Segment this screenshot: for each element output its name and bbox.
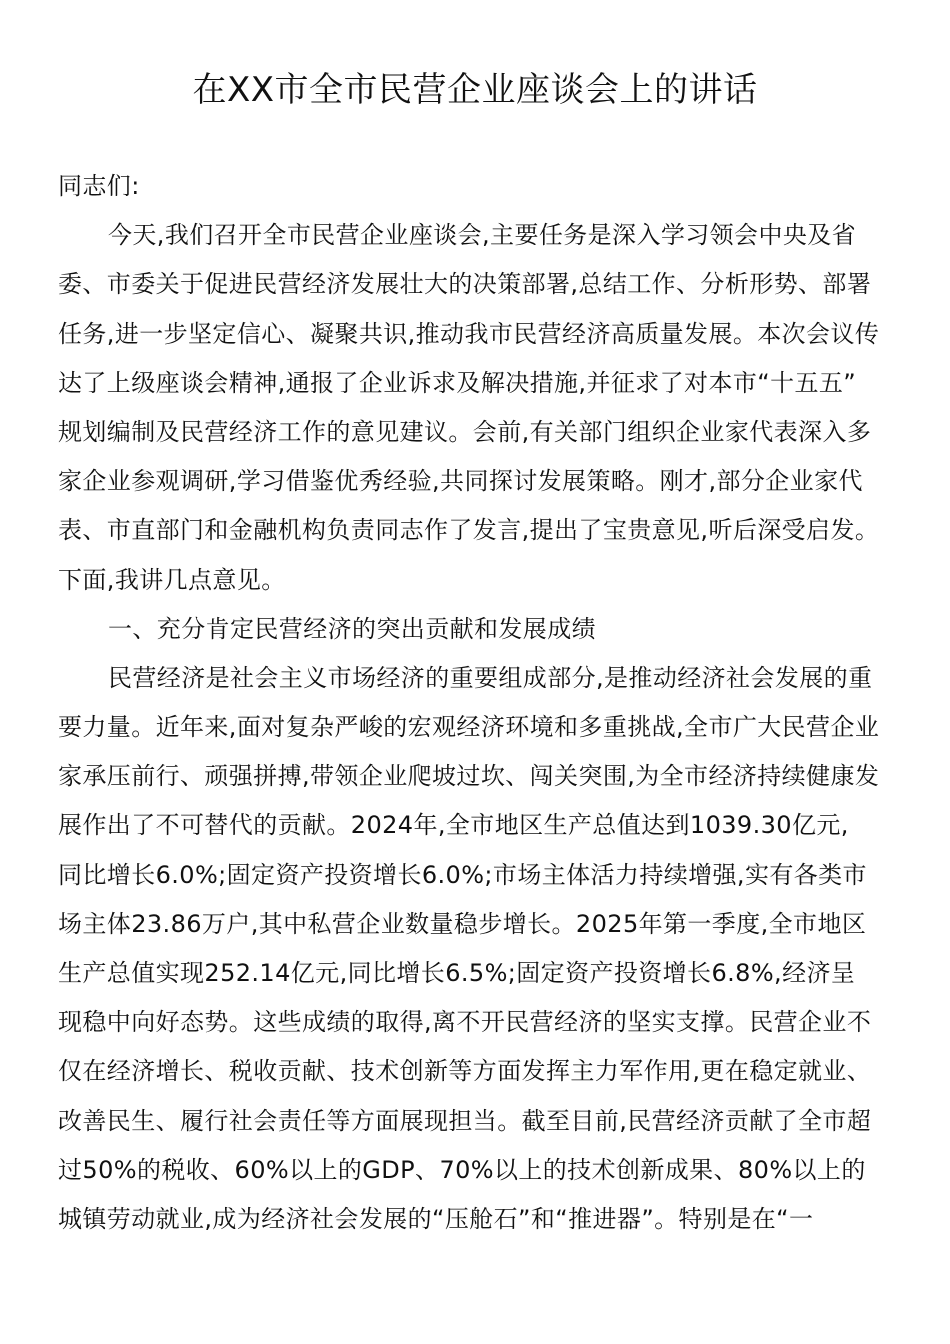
paragraph-line: 现稳中向好态势。这些成绩的取得,离不开民营经济的坚实支撑。民营企业不	[58, 1008, 872, 1037]
paragraph-line: 下面,我讲几点意见。	[58, 565, 286, 594]
greeting-line: 同志们:	[58, 172, 140, 200]
paragraph-line: 表、市直部门和金融机构负责同志作了发言,提出了宝贵意见,听后深受启发。	[58, 516, 880, 545]
section-heading: 一、充分肯定民营经济的突出贡献和发展成绩	[108, 614, 596, 643]
paragraph-line: 任务,进一步坚定信心、凝聚共识,推动我市民营经济高质量发展。本次会议传	[58, 319, 880, 348]
paragraph-line: 展作出了不可替代的贡献。2024年,全市地区生产总值达到1039.30亿元,	[58, 811, 849, 840]
paragraph-line: 城镇劳动就业,成为经济社会发展的“压舱石”和“推进器”。特别是在“一	[58, 1204, 814, 1233]
paragraph-line: 同比增长6.0%;固定资产投资增长6.0%;市场主体活力持续增强,实有各类市	[58, 860, 867, 889]
paragraph-line: 仅在经济增长、税收贡献、技术创新等方面发挥主力军作用,更在稳定就业、	[58, 1057, 872, 1086]
paragraph-line: 家承压前行、顽强拼搏,带领企业爬坡过坎、闯关突围,为全市经济持续健康发	[58, 762, 880, 791]
paragraph-line: 要力量。近年来,面对复杂严峻的宏观经济环境和多重挑战,全市广大民营企业	[58, 713, 880, 742]
paragraph-line: 委、市委关于促进民营经济发展壮大的决策部署,总结工作、分析形势、部署	[58, 270, 872, 299]
paragraph-line: 规划编制及民营经济工作的意见建议。会前,有关部门组织企业家代表深入多	[58, 417, 872, 446]
document-body	[58, 162, 898, 1244]
paragraph-line: 达了上级座谈会精神,通报了企业诉求及解决措施,并征求了对本市“十五五”	[58, 368, 857, 397]
paragraph-line: 民营经济是社会主义市场经济的重要组成部分,是推动经济社会发展的重	[108, 663, 873, 692]
paragraph-line: 场主体23.86万户,其中私营企业数量稳步增长。2025年第一季度,全市地区	[58, 909, 867, 938]
paragraph-line: 今天,我们召开全市民营企业座谈会,主要任务是深入学习领会中央及省	[108, 221, 857, 250]
paragraph-line: 改善民生、履行社会责任等方面展现担当。截至目前,民营经济贡献了全市超	[58, 1106, 872, 1135]
paragraph-line: 过50%的税收、60%以上的GDP、70%以上的技术创新成果、80%以上的	[58, 1155, 866, 1184]
paragraph-line: 家企业参观调研,学习借鉴优秀经验,共同探讨发展策略。刚才,部分企业家代	[58, 467, 863, 496]
document-title: 在XX市全市民营企业座谈会上的讲话	[192, 70, 758, 110]
paragraph-line: 生产总值实现252.14亿元,同比增长6.5%;固定资产投资增长6.8%,经济呈	[58, 959, 856, 987]
